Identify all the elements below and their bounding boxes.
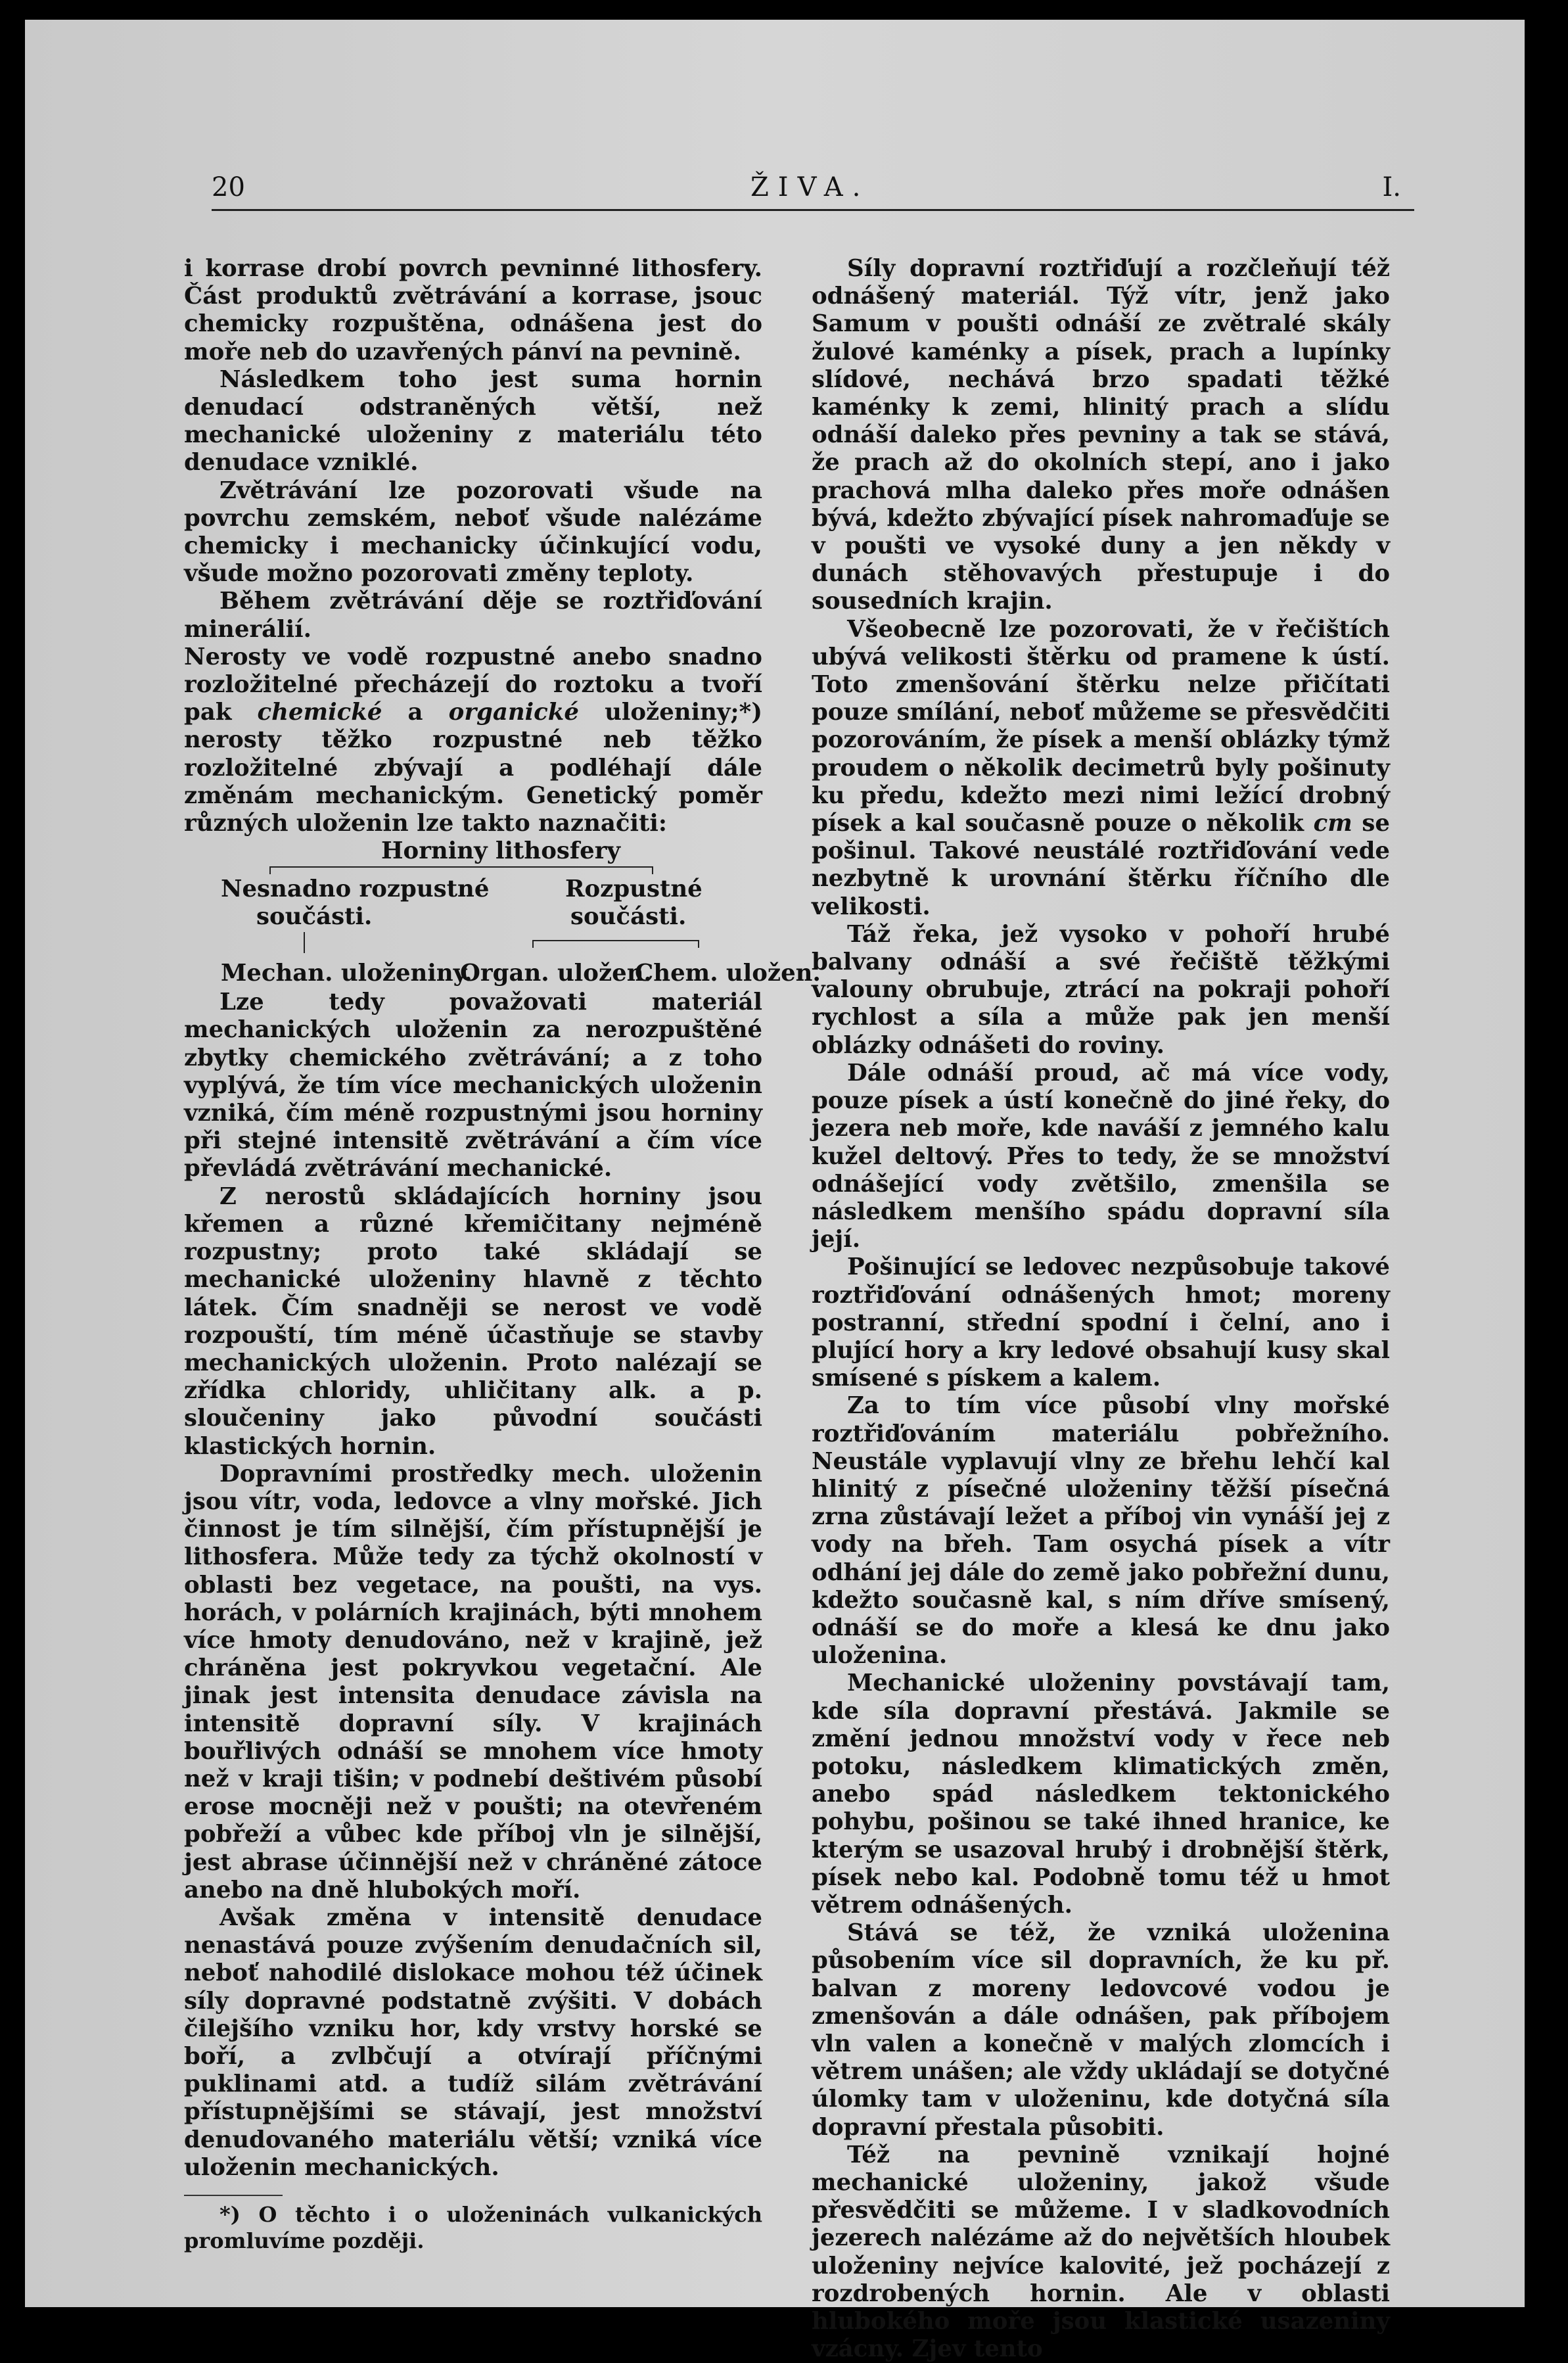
text-run: Nerosty ve vodě rozpustné anebo snadno rozložitelné přecházejí do roztoku a tvoří pak xyxy=(184,643,762,726)
diagram-leaf-organ: Organ. uložen. xyxy=(460,960,652,987)
paragraph: Mechanické uloženiny povstávají tam, kde síla dopravní přestává. Jakmile se změní jednou množství vody v řece neb potoku, následkem klimatických změn, anebo spád následkem tektonického pohybu, pošinou se také ihned hranice, ke kterým se usazoval hrubý i drobnější štěrk, písek nebo kal. Podobně tomu též u hmot větrem odnášených. xyxy=(812,1670,1390,1919)
paragraph: Během zvětrávání děje se roztřiďování minerálií. xyxy=(184,588,762,643)
emphasis-organicke: organické xyxy=(448,699,579,726)
header-rule xyxy=(212,209,1414,211)
page-number: 20 xyxy=(212,172,245,202)
emphasis-chemicke: chemické xyxy=(257,699,382,726)
paragraph: Stává se též, že vzniká uloženina působením více sil dopravních, že ku př. balvan z moreny ledovcové vodou je zmenšován a dále odnášen, pak příbojem vln valen a konečně v malých zlomcích i větrem unášen; ale vždy ukládají se dotyčné úlomky tam v uloženinu, kde dotyčná síla dopravní přestala působiti. xyxy=(812,1919,1390,2141)
running-header xyxy=(212,172,1414,204)
paragraph: Lze tedy považovati materiál mechanických uloženin za nerozpuštěné zbytky chemického zvětrávání; a z toho vyplývá, že tím více mechanických uloženin vzniká, čím méně rozpustnými jsou horniny při stejné intensitě zvětrávání a čím více převládá zvětrávání mechanické. xyxy=(184,989,762,1182)
footnote: *) O těchto i o uloženinách vulkanických promluvíme později. xyxy=(184,2202,762,2253)
paragraph: Z nerostů skládajících horniny jsou křemen a různé křemičitany nejméně rozpustny; proto také skládají se mechanické uloženiny hlavně z těchto látek. Čím snadněji se nerost ve vodě rozpouští, tím méně účastňuje se stavby mechanických uloženin. Proto nalézají se zřídka chloridy, uhličitany alk. a p. sloučeniny jako původní součásti klastických hornin. xyxy=(184,1182,762,1460)
paragraph: Za to tím více působí vlny mořské roztřiďováním materiálu pobřežního. Neustále vyplavují vlny ze břehu lehčí kal hlinitý z písečné uloženiny těžší písečná zrna zůstávají ležet a příboj vin vynáší jej z vody na břeh. Tam osychá písek a vítr odhání jej dále do země jako pobřežní dunu, kdežto současně kal, s ním dříve smísený, odnáší se do moře a klesá ke dnu jako uloženina. xyxy=(812,1392,1390,1670)
diagram-brace-top xyxy=(269,866,653,874)
paragraph: Následkem toho jest suma hornin denudací odstraněných větší, než mechanické uloženiny z materiálu této denudace vzniklé. xyxy=(184,365,762,477)
paragraph: Síly dopravní roztřiďují a rozčleňují též odnášený materiál. Týž vítr, jenž jako Samum v poušti odnáší ze zvětralé skály žulové kaménky a písek, prach a lupínky slídové, nechává brzo spadati těžké kaménky k zemi, hlinitý prach a slídu odnáší daleko přes pevniny a tak se stává, že prach až do okolních stepí, ano i jako prachová mlha daleko přes moře odnášen bývá, kdežto zbývající písek nahromaďuje se v poušti ve vysoké duny a jen někdy v dunách stěhovavých přestupuje i do sousedních krajin. xyxy=(812,255,1390,615)
diagram-stem-left xyxy=(304,932,305,953)
diagram-leaf-mech: Mechan. uloženiny. xyxy=(221,960,473,987)
genetic-diagram xyxy=(184,837,821,989)
diagram-left-label-2: součásti. xyxy=(256,903,373,931)
paragraph: Avšak změna v intensitě denudace nenastává pouze zvýšením denudačních sil, neboť nahodilé dislokace mohou též účinek síly dopravné podstatně zvýšiti. V dobách čilejšího vzniku hor, kdy vrstvy horské se boří, a zvlbčují a otvírají příčnými puklinami atd. a tudíž silám zvětrávání přístupnějšími se stávají, jest množství denudovaného materiálu větší; vzniká více uloženin mechanických. xyxy=(184,1904,762,2181)
text-run: Všeobecně lze pozorovati, že v řečištích ubývá velikosti štěrku od pramene k ústí. Toto zmenšování štěrku nelze přičítati pouze smílání, neboť můžeme se přesvědčiti pozorováním, že písek a menší oblázky týmž proudem o několik decimetrů byly pošinuty ku předu, kdežto mezi nimi ležící drobný písek a kal současně pouze o několik xyxy=(812,615,1390,837)
text-run: a xyxy=(382,699,449,726)
paragraph xyxy=(812,616,1390,921)
diagram-left-label: Nesnadno rozpustné xyxy=(221,876,490,903)
diagram-root: Horniny lithosfery xyxy=(381,837,621,865)
paragraph: Pošinující se ledovec nezpůsobuje takové roztřiďování odnášených hmot; moreny postranní, střední spodní i čelní, ano i plující hory a kry ledové obsahují kusy skal smísené s pískem a kalem. xyxy=(812,1253,1390,1392)
paragraph xyxy=(184,643,762,837)
diagram-brace-right xyxy=(532,940,699,948)
text-run: se pošinul. Takové neustálé roztřiďování vede nezbytně k urovnání štěrku říčního dle velikosti. xyxy=(812,810,1391,920)
paragraph: Též na pevnině vznikají hojné mechanické uloženiny, jakož všude přesvědčiti se můžeme. I v sladkovodních jezerech nalézáme až do největších hloubek uloženiny nejvíce kalovité, jež pocházejí z rozdrobených hornin. Ale v oblasti hlubokého moře jsou klastické usazeniny vzácny. Zjev tento xyxy=(812,2141,1390,2363)
right-column xyxy=(812,255,1390,2363)
footnote-rule xyxy=(184,2195,283,2196)
diagram-right-label-2: součásti. xyxy=(570,903,687,931)
volume-number: I. xyxy=(1382,172,1401,202)
left-column xyxy=(184,255,821,2254)
journal-title: ŽIVA. xyxy=(750,172,870,202)
paragraph: Dále odnáší proud, ač má více vody, pouze písek a ústí konečně do jiné řeky, do jezera neb moře, kde naváší z jemného kalu kužel deltový. Přes to tedy, že se množství odnášející vody zvětšilo, zmenšila se následkem menšího spádu dopravní síla její. xyxy=(812,1059,1390,1253)
diagram-right-label: Rozpustné xyxy=(565,876,703,903)
paragraph: Táž řeka, jež vysoko v pohoří hrubé balvany odnáší a své řečiště těžkými valouny obrubuje, ztrácí na pokraji pohoří rychlost a síla a může pak jen menší oblázky odnášeti do roviny. xyxy=(812,920,1390,1059)
paragraph: i korrase drobí povrch pevninné lithosfery. Část produktů zvětrávání a korrase, jsouc chemicky rozpuštěna, odnášena jest do moře neb do uzavřených pánví na pevnině. xyxy=(184,255,762,365)
text-run: uloženiny;*) nerosty těžko rozpustné neb těžko rozložitelné zbývají a podléhají dále změnám mechanickým. Genetický poměr různých uloženin lze takto naznačiti: xyxy=(184,699,763,837)
diagram-leaf-chem: Chem. uložen. xyxy=(635,960,821,987)
emphasis-cm: cm xyxy=(1313,810,1352,837)
paragraph: Dopravními prostředky mech. uloženin jsou vítr, voda, ledovce a vlny mořské. Jich činnost je tím silnější, čím přístupnější je lithosfera. Může tedy za týchž okolností v oblasti bez vegetace, na poušti, na vys. horách, v polárních krajinách, býti mnohem více hmoty denudováno, než v krajině, jež chráněna jest pokryvkou vegetační. Ale jinak jest intensita denudace závisla na intensitě dopravní síly. V krajinách bouřlivých odnáší se mnohem více hmoty než v kraji tišin; v podnebí deštivém působí erose mocněji než v poušti; na otevřeném pobřeží a vůbec kde příboj vln je silnější, jest abrase účinnější než v chráněné zátoce anebo na dně hlubokých moří. xyxy=(184,1460,762,1904)
paragraph: Zvětrávání lze pozorovati všude na povrchu zemském, neboť všude nalézáme chemicky i mechanicky účinkující vodu, všude možno pozorovati změny teploty. xyxy=(184,477,762,588)
